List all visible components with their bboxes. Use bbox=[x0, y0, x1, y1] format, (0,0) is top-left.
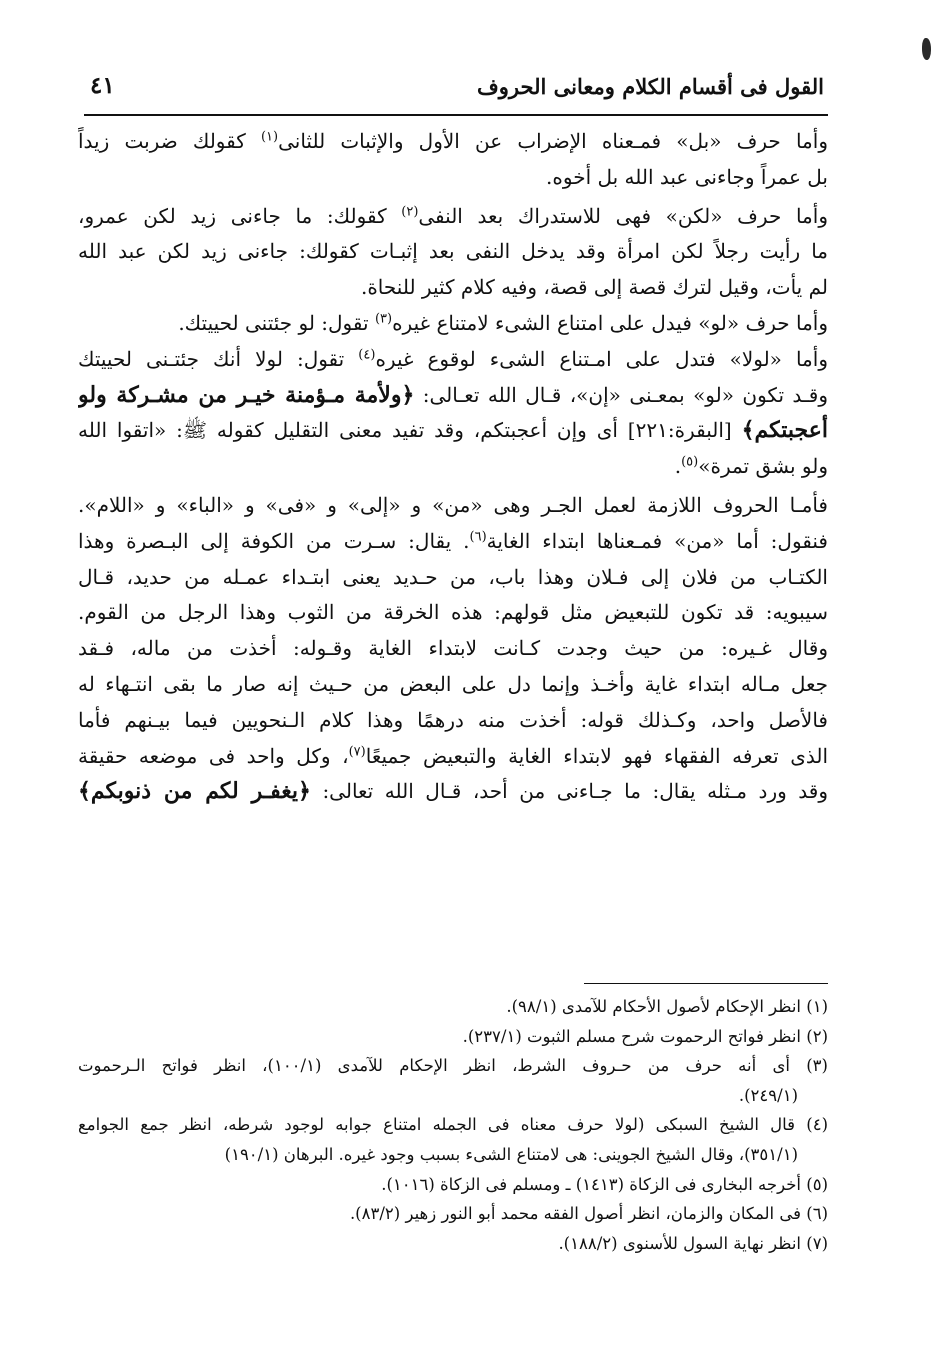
quran-verse: أعجبتكم﴾ bbox=[741, 417, 828, 444]
quran-verse: ﴿ولأمة مـؤمنة خيـر من مشـركة ولو bbox=[78, 381, 415, 408]
text-line: وأما «لولا» فتدل على امـتناع الشىء لوقوع غيره$^{(٤)}$ تقول: لولا أنك جئتـنى لحييتك bbox=[78, 346, 828, 371]
text-line: أعجبتكم﴾ [البقرة:٢٢١] أى وإن أعجبتكم، وقد تفيد معنى التقليل كقوله ﷺ: «اتقوا الله bbox=[78, 417, 828, 444]
text-line: فالأصل واحد، وكـذلك قوله: أخذت منه درهمًا وهذا كلام الـنحويين فيما بيـنهم فأما bbox=[78, 707, 828, 732]
footnote: (٣) أى أنه حرف من حـروف الشرط، انظر الإحكام للآمدى (١٠٠/١)، انظر فواتح الـرحموت bbox=[78, 1056, 828, 1076]
text-line: الذى تعرفه الفقهاء فهو لابتداء الغاية والتبعيض جميعًا$^{(٧)}$، وكل واحد فى موضعه حقيقة bbox=[78, 743, 828, 768]
page-number: ٤١ bbox=[90, 72, 115, 99]
text-line: بل عمراً وجاءنى عبد الله بل أخوه. bbox=[546, 164, 828, 189]
text-line: وأما حرف «بل» فمـعناه الإضراب عن الأول والإثبات للثانى$^{(١)}$ كقولك ضربت زيداً bbox=[78, 129, 828, 153]
text-line: وقد ورد مـثله يقال: ما جـاءنى من أحد، قـال الله تعالى: ﴿يغفـر لكم من ذنوبكم﴾ bbox=[78, 778, 828, 805]
footnote: (٧) انظر نهاية السول للأسنوى (١٨٨/٢). bbox=[558, 1233, 828, 1253]
footnote-ref: (٢) bbox=[401, 203, 419, 219]
footnotes bbox=[78, 992, 828, 1258]
running-title: القول فى أقسام الكلام ومعانى الحروف bbox=[477, 74, 824, 99]
text-line: لم يأت، وقيل لترك قصة إلى قصة، وفيه كلام كثير للنحاة. bbox=[360, 275, 828, 300]
footnote: (٤) قال الشيخ السبكى (لولا حرف معناه فى الجمله امتناع جوابه لوجود شرطه، انظر جمع الجوامع bbox=[78, 1115, 828, 1135]
text-line: وأما حرف «لكن» فهى للاستدراك بعد النفى$^{(٢)}$ كقولك: ما جاءنى زيد لكن عمرو، bbox=[78, 203, 828, 228]
footnote-ref: (٥) bbox=[681, 454, 699, 470]
footnote-continuation: (٣٥١/١)، وقال الشيخ الجوينى: هى لامتناع الشىء بسبب وجود غيره. البرهان (١٩٠/١) bbox=[224, 1144, 798, 1164]
text-line: الكتـاب من فلان إلى فـلان وهذا باب، من حـديد يعنى ابتـداء عمـله من حديد، قـال bbox=[78, 564, 828, 589]
footnote-ref: (٤) bbox=[358, 347, 376, 363]
footnote: (٦) فى المكان والزمان، انظر أصول الفقه محمد أبو النور زهير (٨٣/٢). bbox=[349, 1204, 828, 1224]
text-line: فأمـا الحروف اللازمة لعمل الجـر وهى «من» و «إلى» و «فى» و «الباء» و «اللام». bbox=[78, 492, 828, 517]
text-line: وأما حرف «لو» فيدل على امتناع الشىء لامتناع غيره$^{(٣)}$ تقول: لو جئتنى لحييتك. bbox=[178, 310, 828, 335]
footnote: (٥) أخرجه البخارى فى الزكاة (١٤١٣) ـ ومسلم فى الزكاة (١٠١٦). bbox=[381, 1174, 828, 1194]
footnote-ref: (٣) bbox=[374, 311, 393, 327]
text-line: جعل مـاله ابتداء غاية وأخـذ وإنما دل على البعض من حـيث إنه صار ما بقى انتـهاء له bbox=[78, 671, 828, 696]
footnote-separator bbox=[584, 983, 828, 984]
footnote-ref: (٦) bbox=[469, 529, 487, 545]
scan-speck bbox=[922, 38, 931, 60]
text-line: ما رأيت رجلاً لكن امرأة وقد يدخل النفى بعد إثبـات كقولك: جاءنى زيد لكن عبد الله bbox=[78, 239, 828, 264]
footnote: (٢) انظر فواتح الرحموت شرح مسلم الثبوت (٢٣٧/١). bbox=[462, 1026, 828, 1046]
text-line: ولو بشق تمرة»$^{(٥)}$. bbox=[674, 454, 828, 479]
quran-verse: ﴿يغفـر لكم من ذنوبكم﴾ bbox=[78, 778, 311, 805]
main-text bbox=[78, 124, 828, 810]
page-header bbox=[84, 62, 828, 116]
footnote-ref: (٧) bbox=[348, 743, 366, 759]
footnote-ref: (١) bbox=[260, 129, 279, 145]
text-line: وقـد تكون «لو» بمعـنى «إن»، قـال الله تعـالى: ﴿ولأمة مـؤمنة خيـر من مشـركة ولو bbox=[78, 381, 828, 408]
text-line: وقال غـيره: من حيث وجدت كـانت لابتداء الغاية وقـوله: أخذت من ماله، فـقد bbox=[78, 636, 828, 661]
footnote: (١) انظر الإحكام لأصول الأحكام للآمدى (٩٨/١). bbox=[506, 997, 828, 1016]
text-line: سيبويه: قد تكون للتبعيض مثل قولهم: هذه الخرقة من الثوب وهذا الرجل من القوم. bbox=[78, 600, 828, 625]
footnote-continuation: (٢٤٩/١). bbox=[738, 1085, 798, 1105]
text-line: فنقول: أما «من» فمـعناها ابتداء الغاية$^{(٦)}$. يقال: سـرت من الكوفة إلى البـصرة وهذا bbox=[78, 528, 828, 553]
